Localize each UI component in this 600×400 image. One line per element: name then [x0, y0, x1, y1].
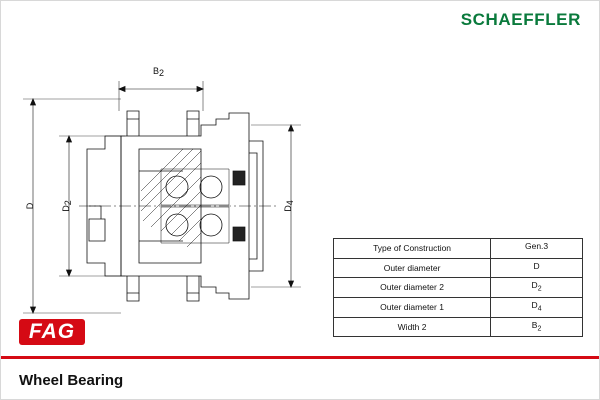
table-row — [334, 317, 583, 337]
table-row — [334, 258, 583, 278]
row-value: Gen.3 — [491, 239, 583, 259]
row-value: $B_2$ — [491, 317, 583, 337]
table-row — [334, 298, 583, 318]
specification-table — [333, 238, 583, 337]
dimension-label-d: D — [25, 202, 35, 210]
table-row — [334, 278, 583, 298]
row-label: Outer diameter — [334, 258, 491, 278]
product-category-title: Wheel Bearing — [19, 372, 124, 389]
dimension-label-d4: D4 — [283, 200, 295, 212]
row-label: Width 2 — [334, 317, 491, 337]
row-value: D — [491, 258, 583, 278]
row-label: Outer diameter 1 — [334, 298, 491, 318]
table-row — [334, 239, 583, 259]
dimension-label-d2: D2 — [61, 200, 73, 212]
fag-brand-logo: FAG — [19, 319, 85, 345]
row-label: Type of Construction — [334, 239, 491, 259]
row-label: Outer diameter 2 — [334, 278, 491, 298]
wheel-bearing-technical-drawing — [1, 41, 341, 331]
row-value: $D_2$ — [491, 278, 583, 298]
drawing-svg — [1, 41, 341, 331]
dimension-label-b2: B2 — [153, 66, 165, 78]
schaeffler-brand-logo: SCHAEFFLER — [460, 10, 581, 29]
footer-divider — [1, 356, 599, 359]
row-value: $D_4$ — [491, 298, 583, 318]
